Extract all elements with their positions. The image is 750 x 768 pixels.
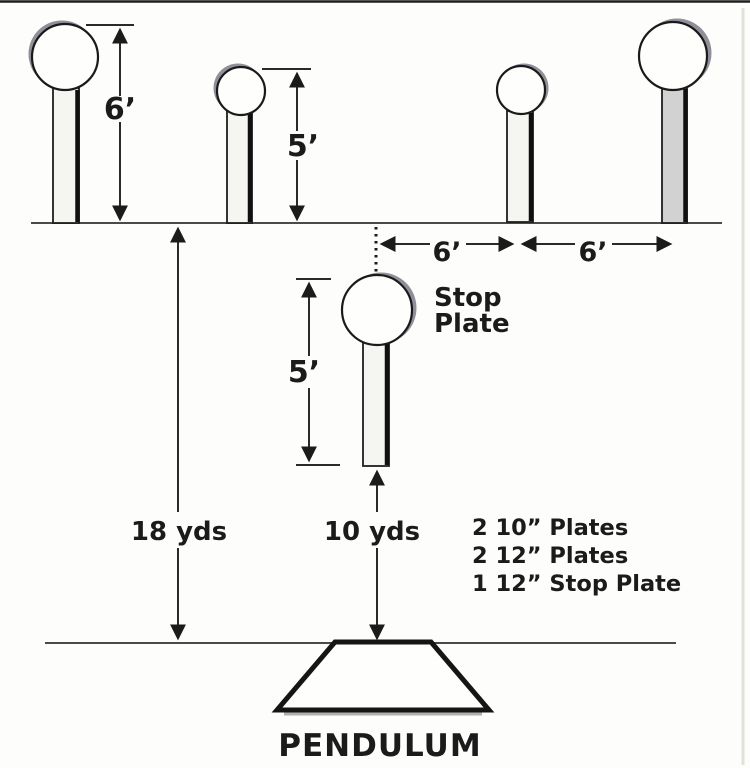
- equipment-list-item: 2 10” Plates: [472, 515, 629, 541]
- equipment-list-item: 1 12” Stop Plate: [472, 571, 682, 597]
- dim-stop-plate-distance: [324, 472, 420, 638]
- plate-circle: [497, 66, 545, 114]
- dim-label-stop-plate-height: 5’: [287, 355, 321, 390]
- target-3: [497, 64, 549, 223]
- dim-label-targets-distance: 18 yds: [130, 517, 228, 547]
- dim-spacing-left: [382, 237, 512, 268]
- stage-title: PENDULUM: [278, 728, 482, 764]
- stop-plate-label-line1: Stop: [434, 283, 502, 313]
- shooting-box: [277, 642, 489, 714]
- equipment-list-item: 2 12” Plates: [472, 543, 629, 569]
- dim-label-stop-plate-distance: 10 yds: [323, 517, 421, 547]
- shooting-box-outline: [277, 642, 489, 710]
- dim-target2-height: [262, 69, 319, 219]
- stop-plate-annotation: [434, 283, 510, 339]
- dim-label-target1-height: 6’: [103, 92, 137, 127]
- plate-circle: [217, 67, 265, 115]
- dim-targets-distance: [131, 229, 227, 638]
- dim-label-spacing-left: 6’: [432, 237, 462, 268]
- stop-plate-label-line2: Plate: [434, 309, 510, 339]
- target-2: [214, 64, 266, 224]
- dim-label-target2-height: 5’: [286, 129, 320, 164]
- plate-circle: [342, 275, 412, 345]
- dim-stop-plate-height: [288, 279, 340, 465]
- target-post: [53, 88, 79, 223]
- plate-circle: [639, 22, 707, 90]
- plate-circle: [32, 24, 98, 90]
- stop-plate-target: [342, 273, 417, 467]
- dim-label-spacing-right: 6’: [578, 237, 608, 268]
- target-4: [639, 19, 712, 224]
- dim-spacing-right: [523, 237, 670, 268]
- target-1: [29, 21, 99, 224]
- equipment-list: [472, 515, 681, 597]
